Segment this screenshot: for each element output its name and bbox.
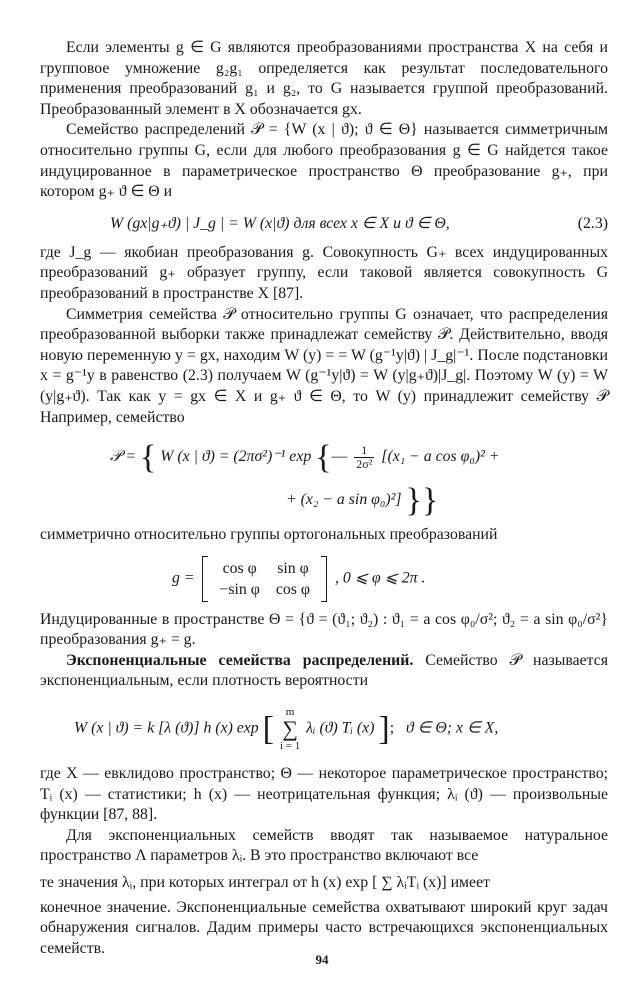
matrix-cell: sin φ	[277, 559, 309, 577]
rotation-matrix	[202, 556, 327, 602]
paragraph-orthogonal: симметрично относительно группы ортогональных преобразований	[40, 526, 498, 544]
fraction-1-over-2sigma2	[354, 444, 374, 471]
page-content	[40, 38, 608, 959]
family-symbol: 𝒫 =	[110, 448, 136, 466]
paragraph-natural-space: Для экспоненциальных семейств вводят так называемое натуральное пространство Λ параметров λᵢ. В это пространство включают все	[40, 826, 608, 865]
closing-braces-icon: }}	[405, 482, 439, 520]
section-heading-rest: Семейство 𝒫 называется экспоненциальным, если плотность вероятности	[40, 651, 608, 690]
equation-family-line1: 𝒫 = { W (x | ϑ) = (2πσ²)⁻¹ exp {— $\frac{1}{\text{2σ²}}$ [(x₁ − a cos φ₀)² +	[110, 439, 500, 477]
matrix-cell: cos φ	[222, 559, 257, 577]
sum-top: m	[285, 706, 295, 719]
paragraph-symmetric-family: Семейство распределений 𝒫 = {W (x | ϑ); ϑ ∈ Θ} называется симметричным относительно группы G, если для любого преобразования g ∈ G найдется такое индуцированное в параметрическое пространство Θ преобразование g₊, при котором g₊ ϑ ∈ Θ и	[40, 121, 608, 201]
paragraph-jacobian: где J_g — якобиан преобразования g. Совокупность G₊ всех индуцированных преобразований g₊ образует группу, если таковой является совокупность G преобразований в пространстве X [87].	[40, 243, 608, 302]
expfam-rhs: ϑ ∈ Θ; x ∈ X,	[405, 719, 499, 737]
paragraph-induced: Индуцированные в пространстве Θ = {ϑ = (ϑ₁; ϑ₂) : ϑ₁ = a cos φ₀/σ²; ϑ₂ = a sin φ₀/σ²} преобразования g₊ = g.	[40, 610, 608, 649]
equation-2-3	[110, 213, 608, 235]
equation-family-line2	[286, 482, 608, 520]
left-brace-icon: {	[139, 439, 157, 477]
expfam-terms: λᵢ (ϑ) Tᵢ (x)	[306, 719, 375, 737]
matrix-cell: cos φ	[275, 580, 311, 598]
sum-operator	[280, 706, 300, 752]
equation-rotation-matrix	[172, 556, 608, 602]
matrix-lhs: g =	[172, 569, 195, 587]
sum-bottom: i = 1	[279, 740, 301, 753]
sigma-icon: ∑	[282, 716, 298, 742]
matrix-range: , 0 ⩽ φ ⩽ 2π .	[334, 569, 426, 587]
paragraph-group-definition: Если элементы g ∈ G являются преобразованиями пространства X на себя и групповое умножение g₂g₁ определяется как результат последовательного применения преобразований g₁ и g₂, то G называется группой преобразований. Преобразованный элемент в X обозначается gx.	[40, 39, 608, 118]
family-term2: + (x₂ − a sin φ₀)²]	[286, 491, 402, 509]
equation-2-3-body: W (gx|g₊ϑ) | J_g | = W (x|ϑ) для всех x ∈ X и ϑ ∈ Θ,	[110, 214, 450, 232]
right-bracket-icon: ]	[378, 710, 390, 748]
equation-exponential-family: W (x | ϑ) = k [λ (ϑ)] h (x) exp [ m ∑ i = 1 λᵢ (ϑ) Tᵢ (x) ]; ϑ ∈ Θ; x ∈ X,	[74, 706, 499, 753]
paragraph-exponential-intro	[40, 651, 608, 692]
left-bracket-icon: [	[262, 710, 274, 748]
equation-2-3-number: (2.3)	[577, 214, 608, 232]
paragraph-natural-space-integral: те значения λᵢ, при которых интеграл от h (x) exp [ ∑ λᵢTᵢ (x)] имеет	[40, 874, 490, 892]
inner-brace-icon: {	[315, 439, 332, 477]
paragraph-definitions: где X — евклидово пространство; Θ — некоторое параметрическое пространство; Tᵢ (x) — статистики; h (x) — неотрицательная функция; λᵢ (ϑ) — произвольные функции [87, 88].	[40, 765, 608, 824]
paragraph-symmetry-meaning: Симметрия семейства 𝒫 относительно группы G означает, что распределения преобразованной выборки также принадлежат семейству 𝒫. Действительно, вводя новую переменную y = gx, находим W (y) = = W (g⁻¹y|ϑ) | J_g|⁻¹. После подстановки x = g⁻¹y в равенство (2.3) получаем W (g⁻¹y|ϑ) = W (y|g₊ϑ)|J_g|. Поэтому W (y) = W (y|g₊ϑ). Так как y = gx ∈ X и g₊ ϑ ∈ Θ, то W (y) принадлежит семейству 𝒫 Например, семейство	[40, 305, 608, 426]
expfam-lhs: W (x | ϑ) = k [λ (ϑ)] h (x) exp	[74, 719, 259, 737]
paragraph-natural-space-end: конечное значение. Экспоненциальные семейства охватывают широкий круг задач обнаружения сигналов. Дадим примеры часто встречающихся экспоненциальных семейств.	[40, 898, 608, 957]
fraction-denominator: 2σ²	[356, 457, 373, 472]
fraction-numerator: 1	[354, 444, 374, 458]
section-heading: Экспоненциальные семейства распределений.	[66, 651, 414, 669]
page-number: 94	[315, 952, 329, 967]
matrix-cell: −sin φ	[219, 580, 260, 598]
family-density: W (x | ϑ) = (2πσ²)⁻¹ exp	[160, 448, 312, 466]
family-term1: [(x₁ − a cos φ₀)² +	[381, 448, 500, 466]
